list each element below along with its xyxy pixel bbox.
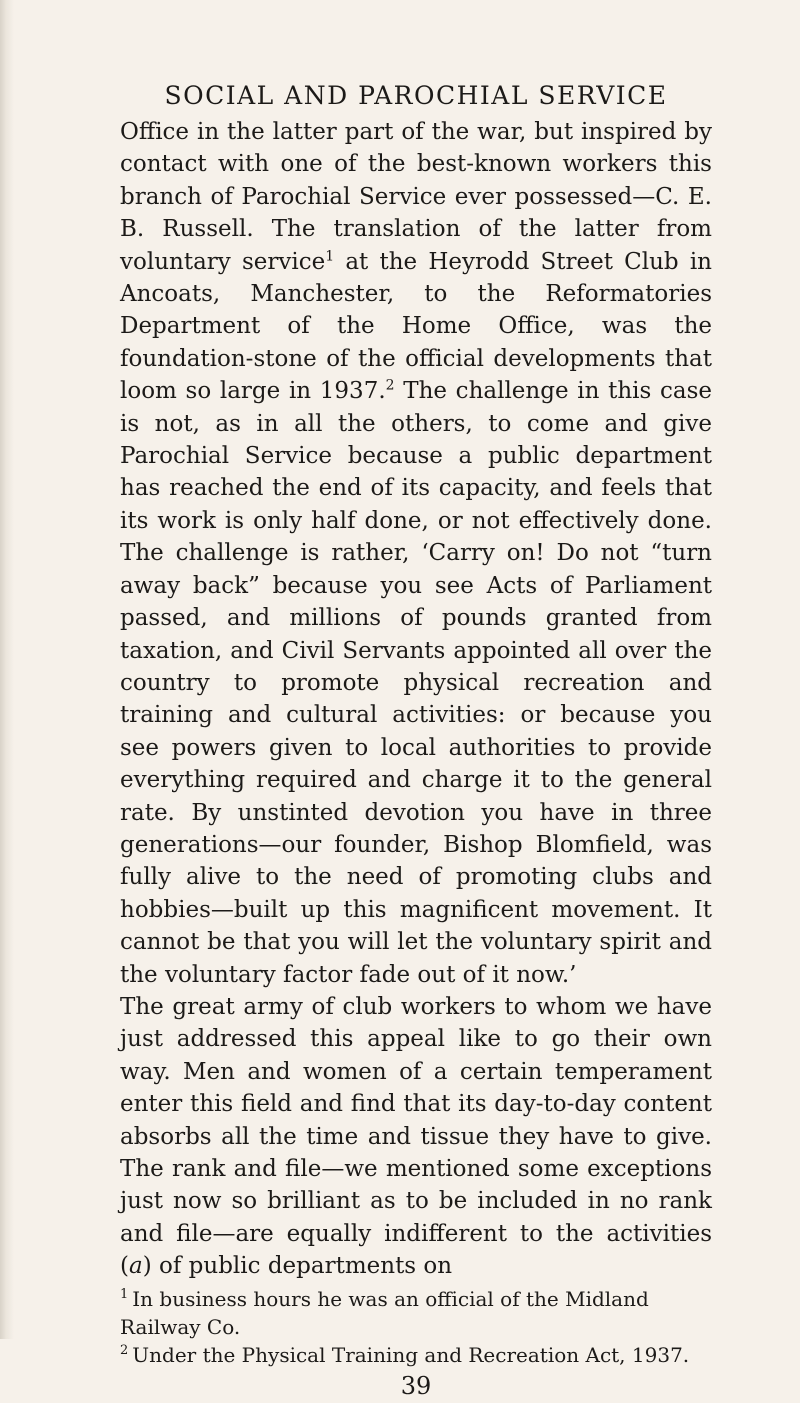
footnote-ref-2[interactable]: 2: [385, 377, 395, 394]
page-number: 39: [400, 1371, 432, 1400]
running-head: SOCIAL AND PAROCHIAL SERVICE: [164, 81, 668, 110]
book-page: [120, 78, 712, 1403]
footnotes: [120, 1285, 712, 1369]
paragraph-1-text-b: at the Heyrodd Street Club in Ancoats, Manchester, to the Reformatories Department of the Home Office, was the foundation-stone of the official developments that loom so large in 1937.: [120, 248, 712, 405]
paragraph-2: [120, 991, 712, 1283]
paragraph-2-text-b: ) of public departments on: [142, 1253, 453, 1280]
footnote-2-mark: 2: [120, 1342, 129, 1358]
paragraph-1-text-a: Office in the latter part of the war, but inspired by contact with one of the best-known workers this branch of Parochial Service ever possessed—C. E. B. Russell. The translation of the latter from voluntary service: [120, 119, 712, 275]
footnote-ref-1[interactable]: 1: [325, 247, 335, 264]
paragraph-1: [120, 116, 712, 991]
paragraph-2-text-a: The great army of club workers to whom we have just addressed this appeal like to go their own way. Men and women of a certain temperament enter this field and find that its day-to-day content absorbs all the time and tissue they have to give. The rank and file—we mentioned some exceptions just now so brilliant as to be included in no rank and file—are equally indifferent to the activities (: [120, 993, 712, 1280]
body-text: [120, 116, 712, 1283]
scan-edge: [0, 0, 14, 1339]
footnote-1-text: In business hours he was an official of the Midland Railway Co.: [120, 1286, 649, 1339]
footnote-2: [120, 1341, 712, 1369]
footnote-2-text: Under the Physical Training and Recreation Act, 1937.: [132, 1342, 690, 1367]
footnote-1: [120, 1285, 712, 1341]
footnote-1-mark: 1: [120, 1286, 129, 1302]
paragraph-1-text-c: The challenge in this case is not, as in all the others, to come and give Parochial Service because a public department has reached the end of its capacity, and feels that its work is only half done, or not effectively done. The challenge is rather, ‘Carry on! Do not “turn away back” because you see Acts of Parliament passed, and millions of pounds granted from taxation, and Civil Servants appointed all over the country to promote physical recreation and training and cultural activities: or because you see powers given to local authorities to provide everything required and charge it to the general rate. By unstinted devotion you have in three generations—our founder, Bishop Blomfield, was fully alive to the need of promoting clubs and hobbies—built up this magnificent movement. It cannot be that you will let the voluntary spirit and the voluntary factor fade out of it now.’: [120, 378, 712, 988]
paragraph-2-italic: a: [128, 1253, 143, 1280]
